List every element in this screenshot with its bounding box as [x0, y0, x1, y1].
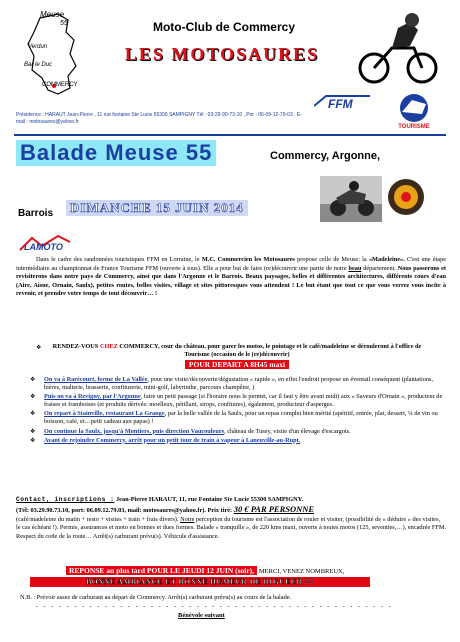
separator: - - - - - - - - - - - - - - - - - - - - - - - - - - - - - - - - - - - - - - - - - - - - - - - — [36, 604, 393, 610]
intro-beau: beau — [348, 264, 362, 272]
rdv-label: RENDEZ-VOUS — [52, 343, 99, 350]
step-lead: On va à Rarécourt, ferme de La Vallée — [44, 376, 148, 383]
diamond-bullet-icon: ❖ — [30, 428, 36, 435]
intro-text-1: Dans le cadre des randonnées touristiques FFM en Lorraine, le — [36, 256, 200, 263]
intro-text-2: propose celle de Meuse: la — [297, 256, 367, 263]
contact-phone-mail: (Tél: 03.29.90.73.10, port: 06.09.12.79.03, mail: motosaures@yahoo.fr). Prix tiré: — [16, 507, 233, 515]
map-label-dept: 55 — [60, 20, 68, 27]
itinerary-list — [30, 376, 446, 446]
diamond-bullet-icon: ❖ — [30, 437, 36, 444]
ffm-logo-text: FFM — [328, 97, 353, 111]
contact-label: Contact, inscriptions : — [16, 496, 115, 503]
intro-text-4: département. — [363, 264, 396, 272]
lamoto-logo — [18, 232, 72, 254]
list-item — [30, 376, 446, 392]
map-label-bar: Bar le Duc — [24, 62, 53, 68]
diamond-bullet-icon: ❖ — [30, 377, 36, 383]
contact-notre: Notre — [180, 515, 195, 523]
step-lead: Avant de rejoindre Commercy, arrêt pour un petit tour de train à vapeur à Laneuville-au-Rupt. — [44, 436, 301, 444]
rdv-text: COMMERCY, cour du château, pour garer les motos, le pointage et le café/madeleine se dérouleront à l'office de Tourisme (occasion de le (re)découvrir) — [119, 343, 422, 359]
biker-photo — [320, 176, 382, 222]
response-tail: MERCI, VENEZ NOMBREUX, — [258, 568, 345, 575]
step-lead: On continue la Saulx, jusqu'à Montiers, puis direction Vaucouleurs — [44, 427, 225, 435]
event-date: DIMANCHE 15 JUIN 2014 — [66, 200, 248, 216]
intro-madeleine: «Madeleine». — [368, 256, 405, 263]
intro-paragraph — [16, 256, 446, 299]
response-deadline: REPONSE au plus tard POUR LE JEUDI 12 JUIN (soir), — [66, 566, 257, 575]
price: 30 € PAR PERSONNE — [233, 504, 315, 515]
title-barrois: Barrois — [18, 208, 54, 219]
rider-illustration-icon — [352, 8, 442, 88]
ffm-logo — [314, 92, 370, 112]
page-title: Balade Meuse 55 — [16, 140, 216, 166]
map-label-meuse: Meuse — [40, 10, 65, 19]
presidence-line: Présidence : HARAUT Jean-Pierre , 11 rue fontaine Ste Lucie 55300 SAMPIGNY Tél : 03-29-90-73-10 , Por : 06-09-12-79-03 , E-mail : motosaures@yahoo.fr — [16, 112, 302, 125]
step-text: , pour une visite/découverte/dégustation « rapide », en effet l'endroit propose un éventail conséquent (plantations, bières, malterie, brasserie, confiturerie, mini-golf, labyrinthe, parcours champêtre, ) — [44, 376, 434, 392]
intro-text-3: C'est une étape intermédiaire au championnat de France Tourisme FFM (ouverte à tous). Elle a pour but de faire (re)découvrir une partie de notre — [16, 256, 447, 272]
contact-details: perception du tourisme est l'association de rouler et visiter, (possibilité de « déduire » des visites, le cas échéant !). Permis, assurances et moto en bonnes et dues formes. Balade « tranquille », de 220 kms maxi, ouverte à toutes motos (125, seventies,…), encadrée FFM. Respect du code de la route… Arrêt(s) carburant prévu(s). Véhicule d'assistance. — [16, 515, 446, 540]
response-block — [66, 566, 446, 587]
step-text: , par la belle vallée de la Saulx, pour un repas complet bien mérité (apéritif, entrée, plat, dessert, ¼ de vin ou boisson, café, et…petit cadeau aux papas) ! — [44, 410, 438, 426]
map-label-commercy: COMMERCY — [42, 82, 78, 88]
intro-highlight: Nous passerons et revisiterons dans notre pays de Commercy, ainsi que dans l'Argonne et le Barrois. Beaux paysages, belles et différentes architectures, différents cours d'eau (Aire, Aisne, Ornain, Saulx), petites routes, belles visites, village et sites pittoresques vous attendent ! Le but étant que tout ce que vous verrez vous incite à revenir, et prendre votre temps de tout découvrir… ! — [16, 264, 446, 298]
motosaures-round-logo — [386, 176, 426, 218]
title-suffix: Commercy, Argonne, — [270, 150, 381, 162]
benevole-heading: Bénévole suivant — [178, 612, 225, 619]
club-title: Moto-Club de Commercy — [152, 20, 295, 34]
svg-text:TOURISME: TOURISME — [398, 124, 430, 130]
ffm-tourisme-logo — [386, 92, 442, 130]
diamond-bullet-icon: ❖ — [36, 345, 42, 351]
rdv-red-word: CHEZ — [99, 343, 118, 350]
diamond-bullet-icon: ❖ — [30, 394, 36, 401]
letterhead — [14, 8, 446, 136]
list-item — [30, 410, 446, 426]
club-name: LES MOTOSAURES — [124, 44, 320, 64]
step-text: , château de Tusey, visite d'un élevage d'escargots. — [224, 427, 351, 435]
list-item — [30, 437, 446, 445]
lamoto-logo-text: LAMOTO — [24, 242, 63, 252]
step-text: , faire un petit passage (si l'horaire nous le permet, car il faut y être avant midi) aux « Saveurs d'Ornain », producteur de fraises et framboises (et produits dérivés: moelleux, pétillant, sirops, confitures), également, producteur d'asperges. — [44, 393, 443, 409]
list-item — [30, 428, 446, 436]
step-lead: On repart à Stainville, restaurant La Grange — [44, 410, 165, 418]
map-label-verdun: Verdun — [28, 44, 48, 50]
diamond-bullet-icon: ❖ — [30, 411, 36, 418]
rendezvous-block — [44, 343, 430, 370]
departure-time: POUR DEPART A 8H45 maxi — [185, 360, 289, 369]
nb-note: N.B. : Prévoir assez de carburant au départ de Commercy. Arrêt(s) carburant prévu(s) au cours de la balade. — [20, 594, 292, 601]
intro-club-name: M.C. Commercien les Motosaures — [201, 256, 295, 263]
list-item — [30, 393, 446, 409]
response-ambiance: BONNE AMBIANCE ET BONNE HUMEUR DE RIGUEUR !!! — [30, 577, 370, 587]
contact-block — [16, 496, 446, 541]
contact-address: Jean-Pierre HARAUT, 11, rue Fontaine Ste Lucie 55300 SAMPIGNY. — [116, 496, 304, 503]
step-lead: Puis on va à Revigny, par l'Argonne — [44, 393, 141, 401]
price-details: (café/madeleine du matin + resto + visites + train + frais divers). — [16, 515, 179, 523]
